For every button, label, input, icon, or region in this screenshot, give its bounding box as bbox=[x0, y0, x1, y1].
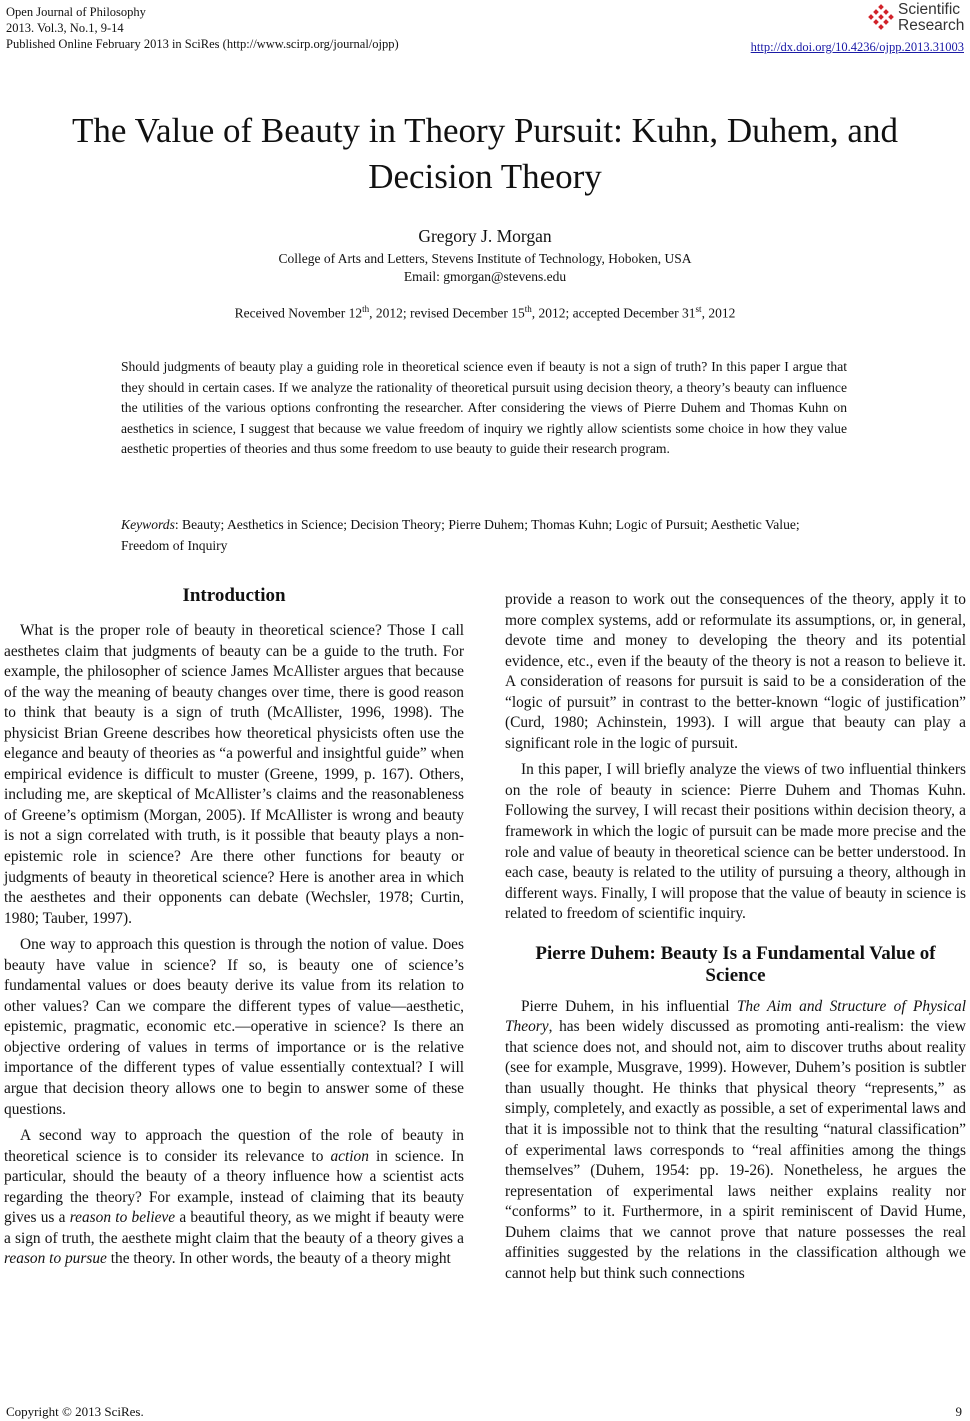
paragraph: provide a reason to work out the consequences of the theory, apply it to more complex systems, add or reformulate its assumptions, or, in general, devote time and money to developing the theory and its potential evidence, etc., even if the beauty of the theory is not a reason to believe it. A consideration of reasons for pursuit is said to be a consideration of the “logic of pursuit” in contrast to the better-known “logic of justification” (Curd, 1980; Achinstein, 1993). I will argue that beauty can play a significant role in the logic of pursuit. bbox=[505, 591, 966, 752]
paragraph: In this paper, I will briefly analyze the views of two influential thinkers on the role of beauty in science: Pierre Duhem and Thomas Kuhn. Following the survey, I will recast their positions within decision theory, a framework in which the logic of pursuit can be made more precise and the role and value of beauty in theoretical science can be better understood. In each case, beauty is related to the utility of pursuing a theory, although in different ways. Finally, I will propose that the value of beauty in science is related to freedom of scientific inquiry. bbox=[505, 761, 966, 923]
left-column bbox=[4, 585, 464, 1276]
affiliation-text: College of Arts and Letters, Stevens Institute of Technology, Hoboken, USA bbox=[278, 251, 692, 266]
keywords-values: : Beauty; Aesthetics in Science; Decision Theory; Pierre Duhem; Thomas Kuhn; Logic of Pursuit; Aesthetic Value; Freedom of Inquiry bbox=[121, 517, 800, 553]
paper-title: The Value of Beauty in Theory Pursuit: Kuhn, Duhem, and Decision Theory bbox=[72, 111, 898, 196]
logo-text: Scientific Research bbox=[898, 1, 965, 34]
keywords bbox=[121, 514, 847, 556]
section-heading-duhem: Pierre Duhem: Beauty Is a Fundamental Value of Science bbox=[535, 942, 936, 986]
author-affiliation bbox=[0, 250, 970, 286]
published-online: Published Online February 2013 in SciRes (http://www.scirp.org/journal/ojpp) bbox=[6, 37, 399, 51]
right-column bbox=[505, 590, 966, 1290]
journal-volume: 2013. Vol.3, No.1, 9-14 bbox=[6, 21, 124, 35]
doi-link[interactable]: http://dx.doi.org/10.4236/ojpp.2013.31003 bbox=[750, 40, 964, 54]
logo-dots-icon bbox=[866, 4, 896, 34]
abstract: Should judgments of beauty play a guiding role in theoretical science even if beauty is not a sign of truth? In this paper I argue that they should in certain cases. If we analyze the rationality of theoretical pursuit using decision theory, a theory’s beauty can influence the utilities of the various options confronting the researcher. After considering the views of Pierre Duhem and Thomas Kuhn on aesthetics in science, I suggest that because we value freedom of inquiry we rightly allow scientists some choice in how they value aesthetic properties of theories and thus some freedom to use beauty to guide their research program. bbox=[121, 359, 847, 457]
keywords-label: Keywords bbox=[121, 517, 175, 532]
paragraph: One way to approach this question is through the notion of value. Does beauty have value in science? If so, is beauty one of science’s fundamental values or does beauty derive its value from its relation to other values? Can we compare the different types of value—aesthetic, epistemic, pragmatic, economic etc.—operative in science? Is there an objective ordering of values in terms of importance or is the relative importance of the different types of value essentially contextual? I will argue that decision theory allows one to begin to answer some of these questions. bbox=[4, 936, 464, 1118]
section-heading-introduction: Introduction bbox=[182, 585, 286, 606]
author-email: Email: gmorgan@stevens.edu bbox=[403, 269, 567, 284]
scientific-research-logo bbox=[866, 2, 966, 36]
paragraph: What is the proper role of beauty in theoretical science? Those I call aesthetes claim that judgments of beauty can be a guide to the truth. For example, the philosopher of science James McAllister argues that because of the way the meaning of beauty changes over time, there is good reason to think that beauty is a sign of truth (McAllister, 1996, 1998). The physicist Brian Greene describes how theoretical physicists often use the elegance and beauty of theories as “a powerful and insightful guide” when empirical evidence is difficult to muster (Greene, 1999, p. 167). Others, including me, are skeptical of McAllister’s claims and the reasonableness of Greene’s optimism (Morgan, 2005). If McAllister is wrong and beauty is not a sign correlated with truth, is it possible that beauty plays a non-epistemic role in science? Are there other functions for beauty or judgments of beauty in theoretical science? Here is another area in which the aesthetes and their opponents can debate (Wechsler, 1978; Curtin, 1980; Tauber, 1997). bbox=[4, 622, 464, 927]
page-number: 9 bbox=[955, 1404, 962, 1419]
paragraph: Pierre Duhem, in his influential The Aim and Structure of Physical Theory, has been widely discussed as promoting anti-realism: the view that science does not, and should not, aim to discover truths about reality (see for example, Musgrave, 1999). However, Duhem’s position is subtler than usually thought. He thinks that physical theory “represents,” as simply, completely, and exactly as possible, a set of experimental laws and that it is impossible not to think that the resulting “natural classification” of experimental laws corresponds to “real affinities among the things themselves” (Duhem, 1954: pp. 19-26). Nonetheless, he argues the representation of experimental laws neither explains reality nor “conforms” to it. Furthermore, in a spirit reminiscent of David Hume, Duhem claims that we cannot prove that nature possesses the real affinities suggested by the relations in the classification although we cannot help but think such connections bbox=[505, 997, 966, 1282]
copyright: Copyright © 2013 SciRes. bbox=[6, 1404, 144, 1419]
received-dates: Received November 12th, 2012; revised December 15th, 2012; accepted December 31st, 2012 bbox=[234, 304, 736, 321]
journal-header bbox=[6, 4, 399, 52]
author-name: Gregory J. Morgan bbox=[418, 226, 552, 246]
journal-name: Open Journal of Philosophy bbox=[6, 5, 146, 19]
paragraph: A second way to approach the question of the role of beauty in theoretical science is to consider its relevance to action in science. In particular, should the beauty of a theory influence how a scientist acts regarding the theory? For example, instead of claiming that its beauty gives us a reason to believe a beautiful theory, as we might if beauty were a sign of truth, the aesthete might claim that the beauty of a theory gives a reason to pursue the theory. In other words, the beauty of a theory might bbox=[4, 1127, 464, 1268]
